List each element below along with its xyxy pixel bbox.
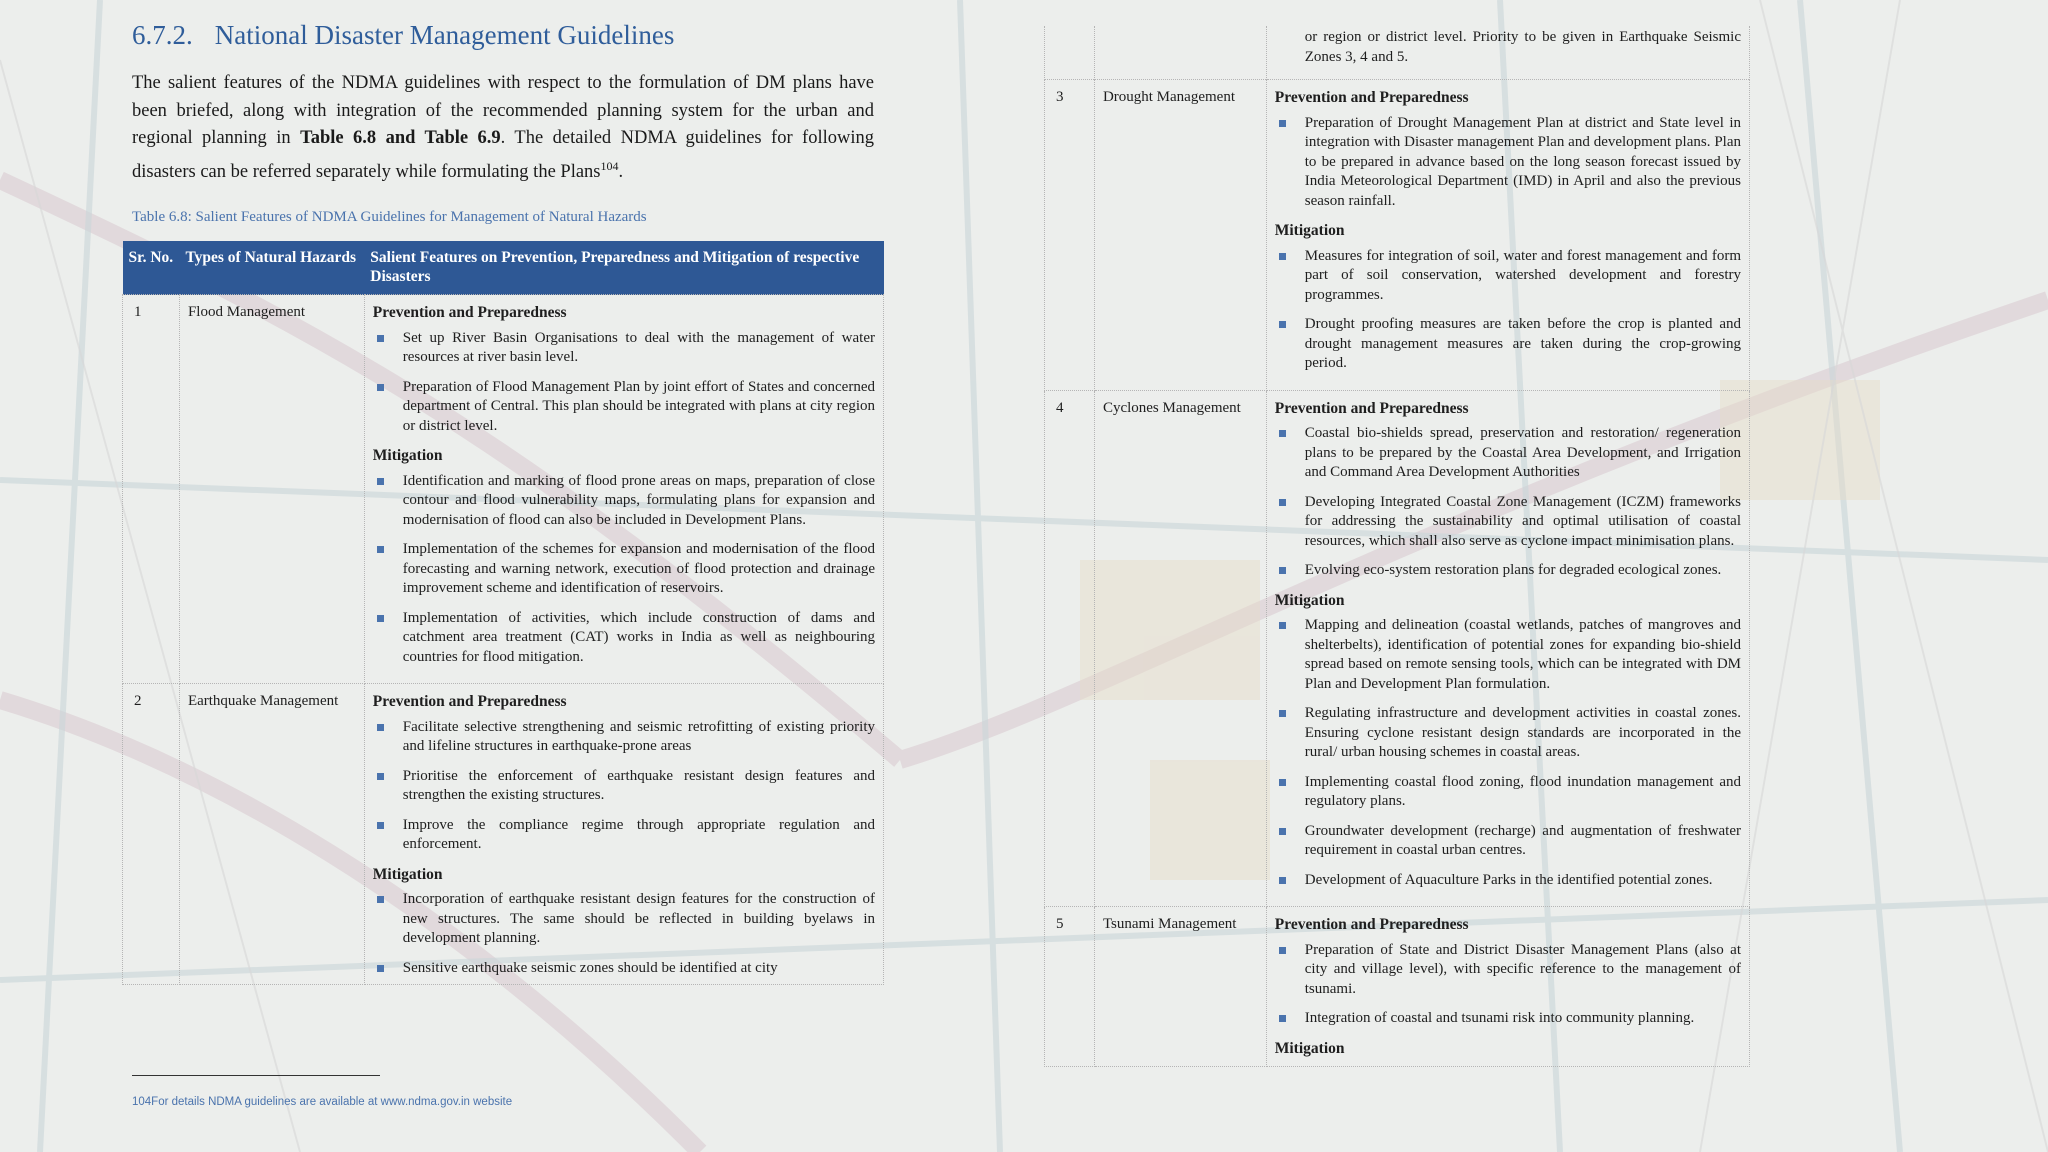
table-row	[123, 295, 884, 684]
table-row	[123, 684, 884, 985]
hazard-type-cell: Drought Management	[1094, 80, 1266, 391]
square-bullet-icon	[1279, 947, 1286, 954]
list-item: Preparation of Flood Management Plan by joint effort of States and concerned department of Central. This plan should be integrated with plans at city region or district level.	[373, 378, 875, 437]
list-item: Facilitate selective strengthening and seismic retrofitting of existing priority and lifeline structures in earthquake-prone areas	[373, 718, 875, 757]
square-bullet-icon	[377, 822, 384, 829]
sr-no-cell: 5	[1045, 907, 1095, 1067]
section-subheading: Mitigation	[1274, 591, 1345, 609]
hazard-type-cell: Tsunami Management	[1094, 907, 1266, 1067]
square-bullet-icon	[1279, 877, 1286, 884]
list-item: Preparation of Drought Management Plan at district and State level in integration with Disaster management Plan and development plans. Plan to be prepared in advance based on the long season forecast issued by India Meteorological Department (IMD) in April and also the previous season rainfall.	[1275, 114, 1741, 212]
square-bullet-icon	[1279, 499, 1286, 506]
sr-no-cell: 4	[1045, 390, 1095, 907]
square-bullet-icon	[1279, 622, 1286, 629]
sr-no-cell: 3	[1045, 80, 1095, 391]
table-row	[1045, 80, 1750, 391]
features-cell	[364, 684, 883, 985]
table-caption: Table 6.8: Salient Features of NDMA Guidelines for Management of Natural Hazards	[132, 209, 647, 225]
square-bullet-icon	[377, 773, 384, 780]
hazard-type-cell	[1094, 26, 1266, 80]
features-cell	[1266, 26, 1749, 80]
list-item: Incorporation of earthquake resistant design features for the construction of new structures. The same should be reflected in building byelaws in development planning.	[373, 890, 875, 949]
footnote-text: 104For details NDMA guidelines are available at www.ndma.gov.in website	[132, 1096, 513, 1108]
header-hazard-type: Types of Natural Hazards	[179, 241, 364, 295]
square-bullet-icon	[1279, 253, 1286, 260]
square-bullet-icon	[377, 615, 384, 622]
list-item: Identification and marking of flood prone areas on maps, preparation of close contour and flood vulnerability maps, formulating plans for expansion and modernisation of flood can also be included in Development Plans.	[373, 472, 875, 531]
hazard-type-cell: Earthquake Management	[179, 684, 364, 985]
list-item: Sensitive earthquake seismic zones should be identified at city	[373, 959, 875, 979]
list-item: Coastal bio-shields spread, preservation and restoration/ regeneration plans to be prepared by the Coastal Area Development, and Irrigation and Command Area Development Authorities	[1275, 424, 1741, 483]
intro-text-1: The salient features of the NDMA guidelines with respect to the formulation of DM plans have been briefed, along with integration of the recommended planning system for the urban and regional planning in	[132, 73, 874, 148]
section-title: National Disaster Management Guidelines	[214, 20, 675, 50]
header-sr-no: Sr. No.	[123, 241, 180, 295]
features-cell	[1266, 80, 1749, 391]
features-cell	[364, 295, 883, 684]
table-row-continuation	[1045, 26, 1750, 80]
intro-table-ref: Table 6.8 and Table 6.9	[300, 128, 501, 148]
sr-no-cell: 2	[123, 684, 180, 985]
table-row	[1045, 390, 1750, 907]
table-row	[1045, 907, 1750, 1067]
list-item: Mapping and delineation (coastal wetlands, patches of mangroves and shelterbelts), identification of potential zones for expanding bio-shield spread based on remote sensing tools, which can be integrated with DM Plan and Development Plan formulation.	[1275, 616, 1741, 694]
hazards-table-continued	[1044, 26, 1750, 1067]
list-item: Development of Aquaculture Parks in the identified potential zones.	[1275, 871, 1741, 891]
list-item: Prioritise the enforcement of earthquake resistant design features and strengthen the existing structures.	[373, 767, 875, 806]
section-number: 6.7.2.	[132, 20, 193, 50]
list-item: Developing Integrated Coastal Zone Management (ICZM) frameworks for addressing the sustainability and optimal utilisation of coastal resources, which shall also serve as cyclone impact minimisation plans.	[1275, 493, 1741, 552]
features-cell	[1266, 907, 1749, 1067]
footnote-ref[interactable]: 104	[600, 158, 619, 173]
list-item: Integration of coastal and tsunami risk into community planning.	[1275, 1009, 1741, 1029]
intro-end: .	[618, 161, 624, 182]
header-salient-features: Salient Features on Prevention, Preparedness and Mitigation of respective Disasters	[364, 241, 883, 295]
intro-text-2: . The detailed NDMA guidelines for following disasters can be referred separately while formulating the Plans	[132, 128, 875, 182]
list-item: Regulating infrastructure and development activities in coastal zones. Ensuring cyclone resistant design standards are incorporated in the rural/ urban housing schemes in coastal areas.	[1275, 704, 1741, 763]
square-bullet-icon	[377, 965, 384, 972]
square-bullet-icon	[1279, 710, 1286, 717]
section-subheading: Prevention and Preparedness	[1274, 916, 1469, 933]
square-bullet-icon	[1279, 120, 1286, 127]
square-bullet-icon	[1279, 567, 1286, 574]
square-bullet-icon	[377, 478, 384, 485]
section-subheading: Prevention and Preparedness	[1274, 89, 1469, 106]
footnote-divider	[132, 1075, 380, 1076]
list-item: Set up River Basin Organisations to deal with the management of water resources at river basin level.	[373, 329, 875, 368]
square-bullet-icon	[377, 335, 384, 342]
square-bullet-icon	[377, 724, 384, 731]
section-subheading: Mitigation	[372, 865, 443, 883]
square-bullet-icon	[1279, 779, 1286, 786]
list-item: Measures for integration of soil, water and forest management and form part of soil conservation, watershed development and forestry programmes.	[1275, 247, 1741, 306]
sr-no-cell: 1	[123, 295, 180, 684]
square-bullet-icon	[377, 546, 384, 553]
section-heading	[132, 20, 674, 51]
section-subheading: Mitigation	[372, 447, 443, 464]
section-subheading: Mitigation	[1274, 1039, 1345, 1057]
section-subheading: Prevention and Preparedness	[372, 304, 567, 321]
list-item: Implementation of activities, which include construction of dams and catchment area treatment (CAT) works in India as well as neighbouring countries for flood mitigation.	[373, 609, 875, 668]
section-subheading: Prevention and Preparedness	[1274, 399, 1469, 417]
list-item-continuation: or region or district level. Priority to be given in Earthquake Seismic Zones 3, 4 and 5.	[1304, 29, 1741, 65]
square-bullet-icon	[1279, 321, 1286, 328]
section-subheading: Mitigation	[1274, 222, 1345, 239]
list-item: Implementing coastal flood zoning, flood inundation management and regulatory plans.	[1275, 773, 1741, 812]
square-bullet-icon	[377, 896, 384, 903]
list-item: Groundwater development (recharge) and augmentation of freshwater requirement in coastal urban centres.	[1275, 822, 1741, 861]
list-item: Drought proofing measures are taken before the crop is planted and drought management measures are taken during the crop-growing period.	[1275, 315, 1741, 374]
list-item: Improve the compliance regime through appropriate regulation and enforcement.	[373, 816, 875, 855]
table-header-row	[123, 241, 884, 295]
square-bullet-icon	[1279, 1015, 1286, 1022]
list-item: Preparation of State and District Disaster Management Plans (also at city and village level), with specific reference to the management of tsunami.	[1275, 941, 1741, 1000]
square-bullet-icon	[377, 384, 384, 391]
square-bullet-icon	[1279, 828, 1286, 835]
intro-paragraph	[132, 70, 874, 186]
features-cell	[1266, 390, 1749, 907]
square-bullet-icon	[1279, 430, 1286, 437]
hazard-type-cell: Flood Management	[179, 295, 364, 684]
hazard-type-cell: Cyclones Management	[1094, 390, 1266, 907]
sr-no-cell	[1045, 26, 1095, 80]
list-item: Implementation of the schemes for expansion and modernisation of the flood forecasting and warning network, execution of flood protection and drainage improvement scheme and identification of reservoirs.	[373, 540, 875, 599]
hazards-table	[122, 241, 884, 985]
list-item: Evolving eco-system restoration plans for degraded ecological zones.	[1275, 561, 1741, 581]
section-subheading: Prevention and Preparedness	[372, 693, 567, 710]
